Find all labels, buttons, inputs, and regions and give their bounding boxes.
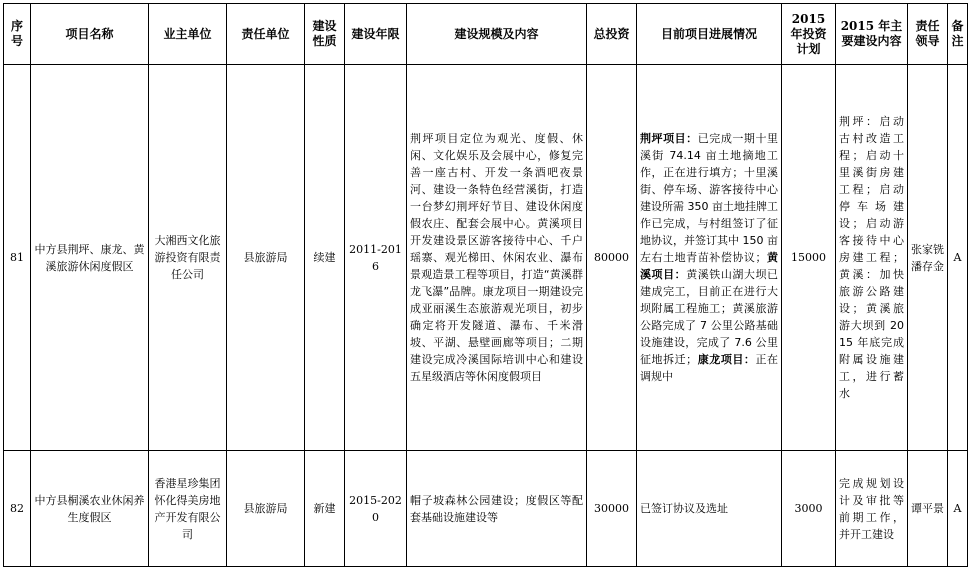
project-table	[3, 3, 968, 567]
cell-progress	[637, 65, 782, 451]
progress-label-huangxi: 黄溪项目：	[640, 251, 779, 281]
cell-owner: 香港星珍集团怀化得美房地产开发有限公司	[149, 451, 227, 567]
project-table-sheet	[3, 3, 968, 567]
header-row	[4, 4, 968, 65]
header-owner: 业主单位	[149, 4, 227, 65]
header-leader: 责任领导	[908, 4, 948, 65]
header-scope: 建设规模及内容	[407, 4, 587, 65]
cell-content-2015: 完成规划设计及审批等前期工作，并开工建设	[836, 451, 908, 567]
cell-seq: 81	[4, 65, 31, 451]
progress-label-jingping: 荆坪项目：	[640, 132, 698, 145]
cell-owner: 大湘西文化旅游投资有限责任公司	[149, 65, 227, 451]
table-row	[4, 451, 968, 567]
cell-plan-2015: 15000	[782, 65, 836, 451]
header-nature: 建设性质	[305, 4, 345, 65]
header-period: 建设年限	[345, 4, 407, 65]
header-seq: 序号	[4, 4, 31, 65]
cell-nature: 续建	[305, 65, 345, 451]
cell-seq: 82	[4, 451, 31, 567]
cell-leader: 谭平景	[908, 451, 948, 567]
table-row	[4, 65, 968, 451]
cell-scope: 荆坪项目定位为观光、度假、休闲、文化娱乐及会展中心，修复完善一座古村、开发一条酒吧夜景河、建设一条特色经营溪街，打造一台梦幻荆坪好节目、建设休闲度假农庄、配套会展中心。黄溪项目开发建设景区游客接待中心、千户瑶寨、观光梯田、休闲农业、瀑布景观造景工程等项目，打造“黄溪群龙飞瀑”品牌。康龙项目一期建设完成亚丽溪生态旅游观光项目，初步确定将开发隧道、瀑布、千米滑坡、平湖、悬壁画廊等项目；二期建设完成冷溪国际培训中心和建设五星级酒店等休闲度假项目	[407, 65, 587, 451]
cell-content-2015: 荆坪：启动古村改造工程；启动十里溪街房建工程；启动停车场建设；启动游客接待中心房建工程；黄溪：加快旅游公路建设；黄溪旅游大坝到 2015 年底完成附属设施建工，进行蓄水	[836, 65, 908, 451]
cell-responsible: 县旅游局	[227, 65, 305, 451]
cell-leader: 张家铣潘存金	[908, 65, 948, 451]
cell-name: 中方县桐溪农业休闲养生度假区	[31, 451, 149, 567]
cell-nature: 新建	[305, 451, 345, 567]
header-remark: 备注	[948, 4, 968, 65]
header-progress: 目前项目进展情况	[637, 4, 782, 65]
cell-name: 中方县荆坪、康龙、黄溪旅游休闲度假区	[31, 65, 149, 451]
progress-text-jingping: 已完成一期十里溪街 74.14 亩土地摘地工作，正在进行填方；十里溪街、停车场、游客接待中心建设所需 350 亩土地挂牌工作已完成，与村组签订了征地协议，并签订其中 150 亩左右土地青苗补偿协议；	[640, 132, 779, 264]
cell-period: 2011-2016	[345, 65, 407, 451]
header-content-2015: 2015 年主要建设内容	[836, 4, 908, 65]
progress-text-huangxi: 黄溪铁山湖大坝已建成完工，目前正在进行大坝附属工程施工；黄溪旅游公路完成了 7 公里公路基础设施建设，完成了 7.6 公里征地拆迁；	[640, 268, 779, 366]
cell-investment: 30000	[587, 451, 637, 567]
header-investment: 总投资	[587, 4, 637, 65]
cell-plan-2015: 3000	[782, 451, 836, 567]
cell-remark: A	[948, 65, 968, 451]
header-responsible: 责任单位	[227, 4, 305, 65]
header-plan-2015: 2015 年投资计划	[782, 4, 836, 65]
cell-remark: A	[948, 451, 968, 567]
cell-investment: 80000	[587, 65, 637, 451]
cell-scope: 帽子坡森林公园建设；度假区等配套基础设施建设等	[407, 451, 587, 567]
cell-responsible: 县旅游局	[227, 451, 305, 567]
cell-progress: 已签订协议及选址	[637, 451, 782, 567]
progress-text-kanglong: 正在调规中	[640, 353, 779, 383]
cell-period: 2015-2020	[345, 451, 407, 567]
progress-label-kanglong: 康龙项目：	[697, 353, 756, 366]
header-name: 项目名称	[31, 4, 149, 65]
